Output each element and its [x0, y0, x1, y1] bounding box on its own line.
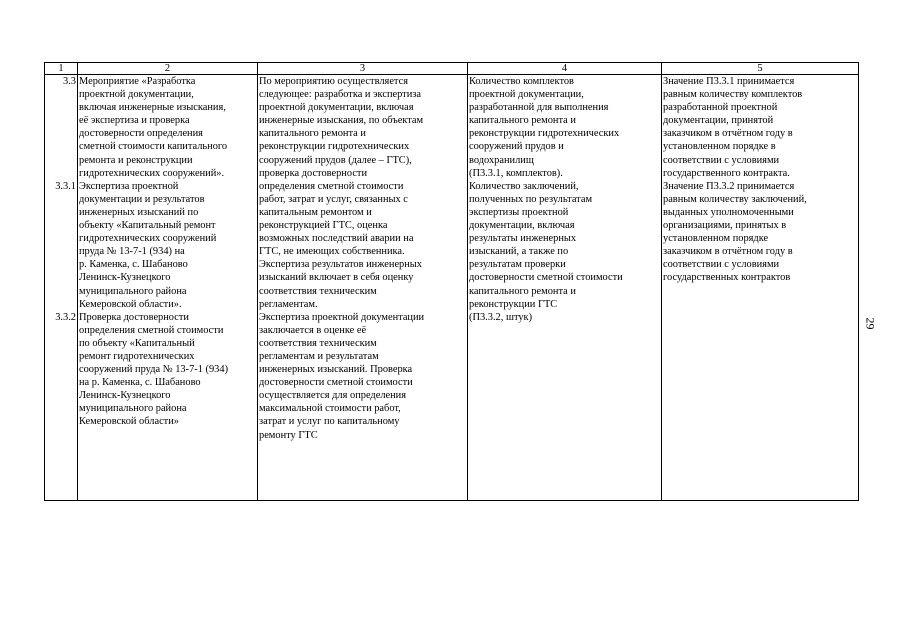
text-line: осуществляется для определения — [259, 390, 407, 402]
text-line: Проверка достоверности — [79, 311, 189, 323]
text-line: достоверности определения — [79, 128, 203, 140]
indicator-cell — [468, 75, 662, 501]
text-line: выданных уполномоченными — [663, 206, 794, 218]
text-line: гидротехнических сооружений — [79, 233, 217, 245]
indicator-text — [469, 75, 660, 324]
text-line: капитального ремонта и — [469, 285, 576, 297]
text-line: документации, включая — [469, 220, 575, 232]
text-line: включая инженерные изыскания, — [79, 102, 226, 114]
text-line: определения сметной стоимости — [79, 324, 224, 336]
text-line: проектной документации, — [79, 89, 194, 101]
text-line: проектной документации, включая — [259, 102, 414, 114]
header-cell-2: 2 — [78, 63, 258, 75]
text-line: государственного контракта. — [663, 167, 790, 179]
text-line: следующее: разработка и экспертиза — [259, 89, 421, 101]
text-line: гидротехнических сооружений». — [79, 167, 225, 179]
text-line: Ленинск-Кузнецкого — [79, 390, 171, 402]
text-line: муниципального района — [79, 285, 187, 297]
text-line: пруда № 13-7-1 (934) на — [79, 246, 185, 258]
measure-name-cell — [78, 75, 258, 501]
item-number-cell — [45, 75, 78, 501]
text-line: документации, принятой — [663, 115, 774, 127]
text-line: Экспертиза проектной документации — [259, 311, 425, 323]
text-line: установленном порядке — [663, 233, 769, 245]
text-line: ремонту ГТС — [259, 429, 318, 441]
text-line: проектной документации, — [469, 89, 584, 101]
text-line: документации и результатов — [79, 193, 205, 205]
text-line: полученных по результатам — [469, 193, 593, 205]
text-line: по объекту «Капитальный — [79, 337, 195, 349]
text-line: Ленинск-Кузнецкого — [79, 272, 171, 284]
text-line: реконструкции гидротехнических — [469, 128, 620, 140]
text-line: (П3.3.1, комплектов). — [469, 167, 563, 179]
text-line: её экспертиза и проверка — [79, 115, 190, 127]
text-line: соответствия техническим — [259, 285, 377, 297]
text-line: реконструкции гидротехнических — [259, 141, 410, 153]
measure-3-3-text — [79, 75, 256, 180]
calculation-method-text — [663, 75, 857, 285]
text-line: инженерных изысканий по — [79, 206, 199, 218]
text-line: Мероприятие «Разработка — [79, 76, 196, 87]
measure-3-3-1-text — [79, 180, 256, 311]
header-row — [45, 63, 859, 75]
text-line: инженерные изыскания, по объектам — [259, 115, 424, 127]
text-line: реконструкцией ГТС, оценка — [259, 220, 388, 232]
text-line: заказчиком в отчётном году в — [663, 246, 793, 258]
text-line: капитального ремонта и — [259, 128, 366, 140]
text-line: изысканий включает в себя оценку — [259, 272, 414, 284]
text-line: достоверности сметной стоимости — [259, 377, 413, 389]
text-line: соответствии с условиями — [663, 259, 780, 271]
text-line: возможных последствий аварии на — [259, 233, 414, 245]
text-line: Экспертиза проектной — [79, 180, 179, 192]
text-line: разработанной проектной — [663, 102, 778, 114]
item-number-3-3-2: 3.3.2 — [55, 311, 76, 323]
header-cell-1: 1 — [45, 63, 78, 75]
text-line: Кемеровской области» — [79, 416, 179, 428]
text-line: (П3.3.2, штук) — [469, 311, 533, 323]
text-line: инженерных изысканий. Проверка — [259, 364, 413, 376]
text-line: Количество комплектов — [469, 76, 574, 87]
text-line: сметной стоимости капитального — [79, 141, 228, 153]
text-line: реконструкции ГТС — [469, 298, 558, 310]
text-line: равным количеству заключений, — [663, 193, 807, 205]
text-line: организациями, принятых в — [663, 220, 787, 232]
page-number: 29 — [863, 317, 878, 330]
text-line: соответствия техническим — [259, 337, 377, 349]
table-row — [45, 75, 859, 501]
text-line: максимальной стоимости работ, — [259, 403, 401, 415]
text-line: р. Каменка, с. Шабаново — [79, 259, 188, 271]
text-line: заказчиком в отчётном году в — [663, 128, 793, 140]
indicator-table — [44, 62, 859, 501]
text-line: работ, затрат и услуг, связанных с — [259, 193, 408, 205]
text-line: сооружений пруда № 13-7-1 (934) — [79, 364, 229, 376]
text-line: ремонта и реконструкции — [79, 154, 193, 166]
text-line: Количество заключений, — [469, 180, 579, 192]
text-line: регламентам. — [259, 298, 318, 310]
measure-description-cell — [258, 75, 468, 501]
text-line: капитального ремонта и — [469, 115, 576, 127]
text-line: заключается в оценке её — [259, 324, 367, 336]
text-line: на р. Каменка, с. Шабаново — [79, 377, 201, 389]
item-number-3-3-1: 3.3.1 — [55, 180, 76, 192]
header-cell-4: 4 — [468, 63, 662, 75]
text-line: достоверности сметной стоимости — [469, 272, 623, 284]
measure-description-text — [259, 75, 466, 442]
text-line: разработанной для выполнения — [469, 102, 609, 114]
text-line: Значение П3.3.2 принимается — [663, 180, 795, 192]
text-line: муниципального района — [79, 403, 187, 415]
text-line: капитальным ремонтом и — [259, 206, 372, 218]
text-line: Кемеровской области». — [79, 298, 182, 310]
text-line: объекту «Капитальный ремонт — [79, 220, 216, 232]
text-line: По мероприятию осуществляется — [259, 76, 408, 87]
text-line: государственных контрактов — [663, 272, 791, 284]
text-line: проверка достоверности — [259, 167, 368, 179]
text-line: сооружений прудов (далее – ГТС), — [259, 154, 412, 166]
text-line: равным количеству комплектов — [663, 89, 803, 101]
text-line: установленном порядке в — [663, 141, 776, 153]
header-cell-3: 3 — [258, 63, 468, 75]
text-line: экспертизы проектной — [469, 206, 569, 218]
text-line: определения сметной стоимости — [259, 180, 404, 192]
text-line: Значение П3.3.1 принимается — [663, 76, 795, 87]
text-line: Экспертиза результатов инженерных — [259, 259, 422, 271]
text-line: ГТС, не имеющих собственника. — [259, 246, 405, 258]
item-number-3-3: 3.3 — [63, 76, 76, 87]
text-line: результатам проверки — [469, 259, 566, 271]
text-line: затрат и услуг по капитальному — [259, 416, 400, 428]
text-line: изысканий, а также по — [469, 246, 569, 258]
measure-3-3-2-text — [79, 311, 256, 429]
text-line: сооружений прудов и — [469, 141, 564, 153]
text-line: ремонт гидротехнических — [79, 350, 195, 362]
text-line: результаты инженерных — [469, 233, 577, 245]
text-line: соответствии с условиями — [663, 154, 780, 166]
text-line: регламентам и результатам — [259, 350, 379, 362]
calculation-method-cell — [662, 75, 859, 501]
text-line: водохранилищ — [469, 154, 534, 166]
header-cell-5: 5 — [662, 63, 859, 75]
